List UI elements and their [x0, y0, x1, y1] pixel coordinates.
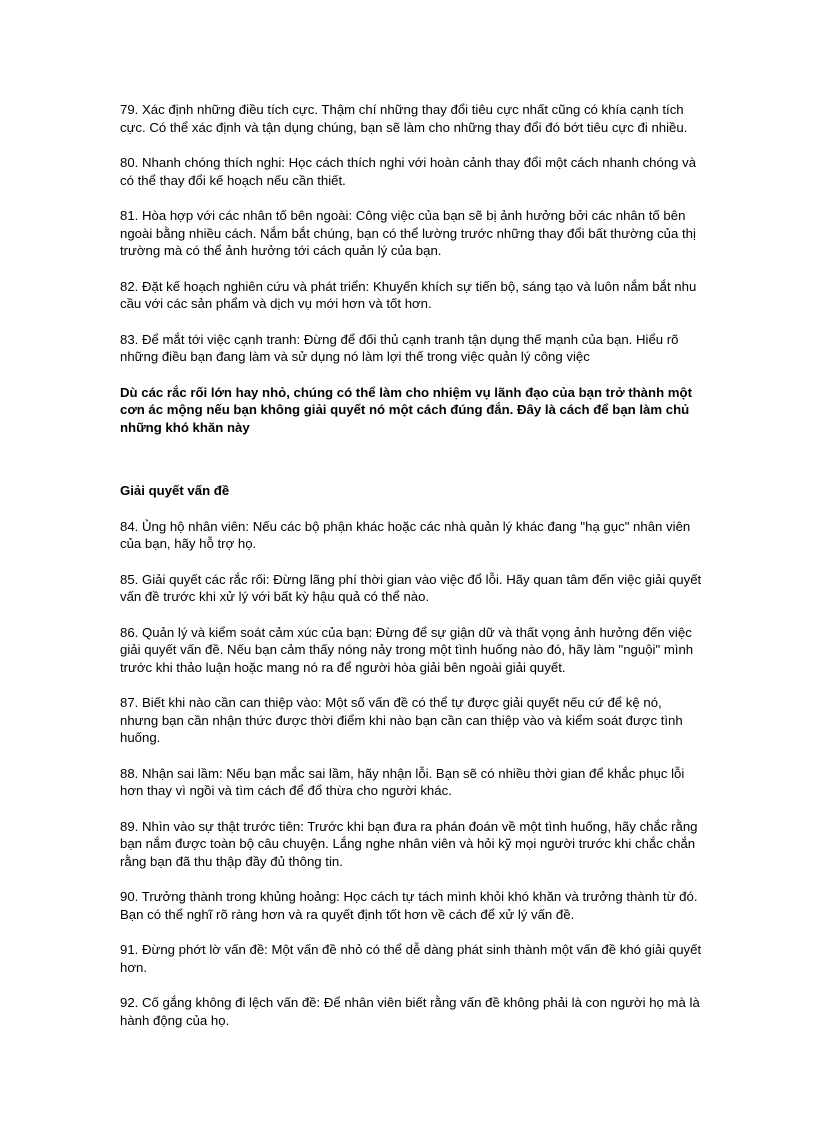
item-89: 89. Nhìn vào sự thật trước tiên: Trước khi bạn đưa ra phán đoán về một tình huống, hãy chắc rằng bạn nắm được toàn bộ câu chuyện. Lắng nghe nhân viên và hỏi kỹ mọi người trước khi chắc chắn rằng bạn đã thu thập đầy đủ thông tin. — [120, 818, 698, 869]
item-84: 84. Ủng hộ nhân viên: Nếu các bộ phận khác hoặc các nhà quản lý khác đang "hạ gục" nhân viên của bạn, hãy hỗ trợ họ. — [120, 518, 691, 551]
item-82: 82. Đặt kế hoạch nghiên cứu và phát triển: Khuyến khích sự tiến bộ, sáng tạo và luôn nắm bắt nhu cầu với các sản phẩm và dịch vụ mới hơn và tốt hơn. — [120, 278, 697, 311]
item-91: 91. Đừng phớt lờ vấn đề: Một vấn đề nhỏ có thể dễ dàng phát sinh thành một vấn đề khó giải quyết hơn. — [120, 942, 702, 975]
item-88: 88. Nhận sai lầm: Nếu bạn mắc sai lầm, hãy nhận lỗi. Bạn sẽ có nhiều thời gian để khắc phục lỗi hơn thay vì ngồi và tìm cách để đổ thừa cho người khác. — [120, 765, 685, 798]
document-page — [120, 101, 702, 1047]
item-87: 87. Biết khi nào cần can thiệp vào: Một số vấn đề có thể tự được giải quyết nếu cứ để kệ nó, nhưng bạn cần nhận thức được thời điểm khi nào bạn cần can thiệp vào và kiểm soát được tình huống. — [120, 695, 683, 745]
item-79: 79. Xác định những điều tích cực. Thậm chí những thay đổi tiêu cực nhất cũng có khía cạnh tích cực. Có thể xác định và tận dụng chúng, bạn sẽ làm cho những thay đổi đó bớt tiêu cực đi nhiều. — [120, 102, 688, 135]
item-80: 80. Nhanh chóng thích nghi: Học cách thích nghi với hoàn cảnh thay đổi một cách nhanh chóng và có thể thay đổi kế hoạch nếu cần thiết. — [120, 155, 697, 188]
item-86: 86. Quản lý và kiểm soát cảm xúc của bạn: Đừng để sự giận dữ và thất vọng ảnh hưởng đến việc giải quyết vấn đề. Nếu bạn cảm thấy nóng nảy trong một tình huống nào đó, hãy làm "nguội" mình trước khi thảo luận hoặc mang nó ra để người hòa giải bên ngoài giải quyết. — [120, 624, 694, 675]
item-90: 90. Trưởng thành trong khủng hoảng: Học cách tự tách mình khỏi khó khăn và trưởng thành từ đó. Bạn có thể nghĩ rõ ràng hơn và ra quyết định tốt hơn về cách để xử lý vấn đề. — [120, 889, 698, 922]
section-heading: Giải quyết vấn đề — [120, 483, 230, 498]
item-83: 83. Để mắt tới việc cạnh tranh: Đừng để đối thủ cạnh tranh tận dụng thế mạnh của bạn. Hiểu rõ những điều bạn đang làm và sử dụng nó làm lợi thế trong việc quản lý công việc — [120, 331, 679, 364]
item-92: 92. Cố gắng không đi lệch vấn đề: Để nhân viên biết rằng vấn đề không phải là con người họ mà là hành động của họ. — [120, 995, 700, 1028]
item-81: 81. Hòa hợp với các nhân tố bên ngoài: Công việc của bạn sẽ bị ảnh hưởng bởi các nhân tố bên ngoài bằng nhiều cách. Nắm bắt chúng, bạn có thể lường trước những thay đổi bất thường của thị trường mà có thể ảnh hưởng tới cách quản lý của bạn. — [120, 208, 696, 258]
intro-bold-paragraph: Dù các rắc rối lớn hay nhỏ, chúng có thể làm cho nhiệm vụ lãnh đạo của bạn trở thành một cơn ác mộng nếu bạn không giải quyết nó một cách đúng đắn. Đây là cách để bạn làm chủ những khó khăn này — [120, 384, 692, 435]
item-85: 85. Giải quyết các rắc rối: Đừng lãng phí thời gian vào việc đổ lỗi. Hãy quan tâm đến việc giải quyết vấn đề trước khi xử lý với bất kỳ hậu quả có thể nào. — [120, 571, 702, 604]
